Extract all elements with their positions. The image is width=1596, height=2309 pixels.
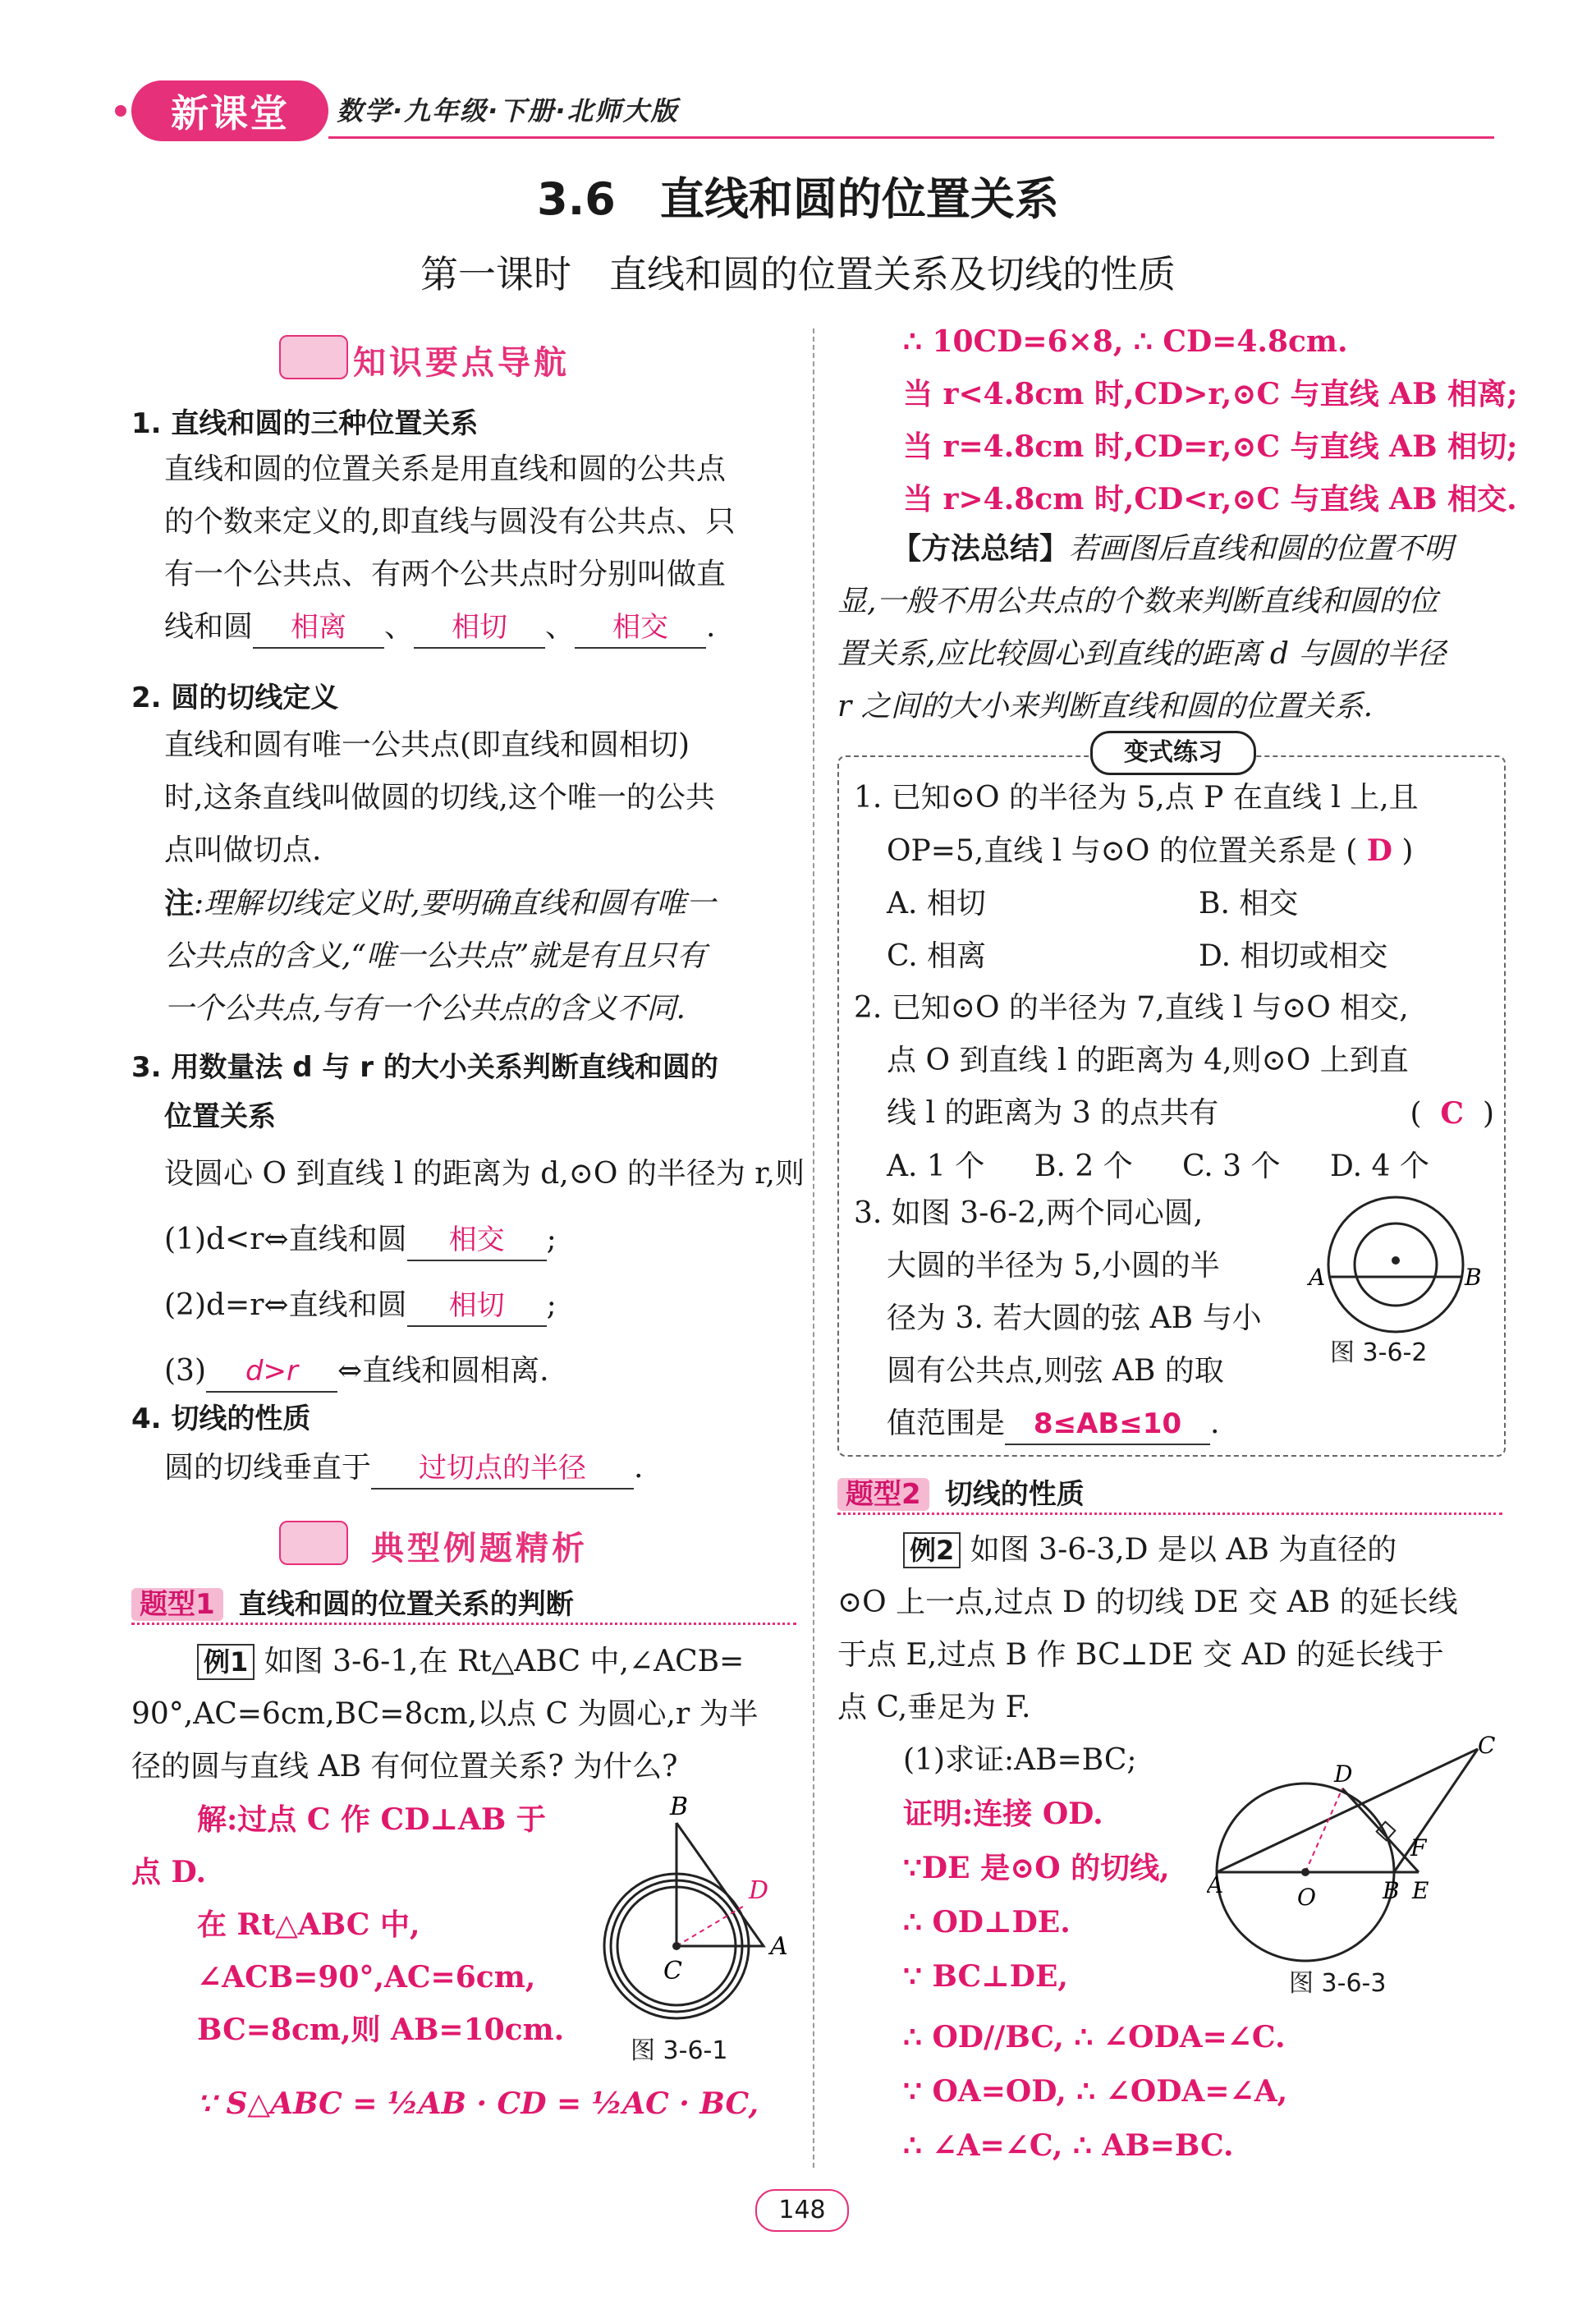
text-line: 显,一般不用公共点的个数来判断直线和圆的位 xyxy=(837,585,1438,618)
text-line: 解:过点 C 作 CD⊥AB 于 xyxy=(197,1802,546,1837)
figure-3-6-2 xyxy=(1305,1191,1486,1347)
svg-text:D: D xyxy=(1334,1760,1353,1788)
option: A. 相切 xyxy=(887,887,986,920)
option: A. 1 个 xyxy=(887,1150,985,1183)
note-label: 注 xyxy=(164,886,195,920)
practice-q2 xyxy=(854,982,1494,1193)
text-line: 设圆心 O 到直线 l 的距离为 d,⊙O 的半径为 r,则 xyxy=(164,1157,805,1191)
text-line: 于点 E,过点 B 作 BC⊥DE 交 AD 的延长线于 xyxy=(837,1638,1444,1672)
figure-3-6-3 xyxy=(1207,1733,1502,1962)
text-line: 当 r<4.8cm 时,CD>r,⊙C 与直线 AB 相离; xyxy=(903,377,1518,411)
text-line: 点叫做切点. xyxy=(164,833,322,867)
text-span: . xyxy=(1210,1407,1220,1440)
example1-formula: ∵ S△ABC = ½AB · CD = ½AC · BC, xyxy=(197,2086,759,2121)
fig1-label-c: C xyxy=(663,1957,682,1985)
svg-text:A: A xyxy=(1309,1264,1326,1291)
example1-label: 例1 xyxy=(197,1644,255,1680)
fig1-label-a: A xyxy=(770,1932,788,1961)
option: D. 4 个 xyxy=(1330,1150,1429,1183)
text-line: 线和圆 相离 、 相切 、 相交 . xyxy=(164,601,805,654)
text-line: 直线和圆的位置关系是用直线和圆的公共点 xyxy=(164,452,727,486)
text-span: :理解切线定义时,要明确直线和圆有唯一 xyxy=(194,887,716,920)
fig1-caption: 图 3-6-1 xyxy=(631,2036,728,2065)
answer-blank: 相离 xyxy=(253,608,384,649)
text-line: r 之间的大小来判断直线和圆的位置关系. xyxy=(837,690,1374,723)
text-line: 的个数来定义的,即直线与圆没有公共点、只 xyxy=(164,505,736,539)
text-line: ∴ OD⊥DE. xyxy=(903,1905,1071,1939)
text-line xyxy=(837,522,1502,576)
type2-tag: 题型2 xyxy=(837,1478,929,1511)
fig2-caption: 图 3-6-2 xyxy=(1330,1338,1428,1367)
text-line: ∴ ∠A=∠C, ∴ AB=BC. xyxy=(903,2128,1234,2163)
point4-body xyxy=(164,1442,805,1494)
text-line: 时,这条直线叫做圆的切线,这个唯一的公共 xyxy=(164,781,715,815)
text-line: 3. 用数量法 d 与 r 的大小关系判断直线和圆的 xyxy=(131,1051,718,1084)
svg-text:A: A xyxy=(1207,1871,1224,1898)
column-divider xyxy=(813,328,814,2168)
text-line: ∵DE 是⊙O 的切线, xyxy=(903,1851,1170,1885)
header-rule xyxy=(328,136,1494,139)
answer-blank: 相交 xyxy=(575,608,706,649)
point4-heading: 4. 切线的性质 xyxy=(131,1402,311,1435)
text-line: 点 D. xyxy=(131,1855,207,1889)
method-label: 【方法总结】 xyxy=(892,531,1070,566)
text-line: 位置关系 xyxy=(164,1100,276,1133)
brand-logo xyxy=(131,80,328,141)
text-span: 如图 3-6-1,在 Rt△ABC 中,∠ACB= xyxy=(264,1645,745,1678)
text-span: (1)d<r⇔直线和圆 xyxy=(164,1223,407,1256)
page-subtitle: 第一课时 直线和圆的位置关系及切线的性质 xyxy=(420,252,1176,296)
text-line xyxy=(164,1207,805,1273)
type1-dotted-rule xyxy=(131,1623,796,1625)
practice-q1 xyxy=(854,772,1494,983)
point3-heading xyxy=(131,1043,718,1141)
text-line: ∴ OD//BC, ∴ ∠ODA=∠C. xyxy=(903,2020,1286,2054)
text-span: 圆的切线垂直于 xyxy=(164,1451,372,1485)
text-line: ∵ BC⊥DE, xyxy=(903,1959,1068,1994)
answer-blank: 过切点的半径 xyxy=(371,1448,634,1490)
text-line xyxy=(854,1087,1494,1141)
text-line: (1)求证:AB=BC; xyxy=(903,1743,1137,1777)
text-line: 1. 已知⊙O 的半径为 5,点 P 在直线 l 上,且 xyxy=(854,781,1419,815)
text-line xyxy=(854,1398,1478,1450)
text-span: (3) xyxy=(164,1354,206,1388)
svg-text:B: B xyxy=(1383,1877,1400,1904)
example2-label: 例2 xyxy=(903,1532,961,1568)
text-line: 有一个公共点、有两个公共点时分别叫做直 xyxy=(164,558,727,591)
text-line: 当 r=4.8cm 时,CD=r,⊙C 与直线 AB 相切; xyxy=(903,429,1518,464)
text-line: ∴ 10CD=6×8, ∴ CD=4.8cm. xyxy=(903,324,1348,359)
text-line: 大圆的半径为 5,小圆的半 xyxy=(887,1249,1220,1283)
text-line: 证明:连接 OD. xyxy=(903,1797,1103,1831)
figure-3-6-1 xyxy=(591,1790,805,2061)
text-line: 点 C,垂足为 F. xyxy=(837,1691,1031,1724)
text-line xyxy=(837,1524,1502,1577)
text-span: 线 l 的距离为 3 的点共有 xyxy=(887,1096,1219,1130)
practice-q3 xyxy=(854,1187,1281,1450)
text-span: 若画图后直线和圆的位置不明 xyxy=(1069,532,1454,566)
text-line: 2. 已知⊙O 的半径为 7,直线 l 与⊙O 相交, xyxy=(854,991,1409,1025)
text-span: ; xyxy=(546,1288,557,1322)
example1-text xyxy=(131,1636,796,1793)
q1-options-row2 xyxy=(854,930,1494,983)
q1-answer: D xyxy=(1366,833,1392,868)
text-line xyxy=(131,1636,796,1688)
type2-header xyxy=(837,1471,1085,1512)
type1-tag: 题型1 xyxy=(131,1588,223,1621)
practice-badge: 变式练习 xyxy=(1090,731,1256,775)
text-line: 径的圆与直线 AB 有何位置关系? 为什么? xyxy=(131,1750,678,1783)
text-line: 90°,AC=6cm,BC=8cm,以点 C 为圆心,r 为半 xyxy=(131,1697,759,1731)
text-line: 当 r>4.8cm 时,CD<r,⊙C 与直线 AB 相交. xyxy=(903,482,1517,516)
q2-options xyxy=(854,1141,1494,1193)
point1-body xyxy=(164,443,805,654)
section-knowledge-heading: 知识要点导航 xyxy=(353,344,570,382)
page-title: 3.6 直线和圆的位置关系 xyxy=(537,173,1059,225)
fig1-label-d: D xyxy=(749,1876,769,1905)
method-summary xyxy=(837,522,1502,733)
svg-text:C: C xyxy=(1478,1733,1496,1759)
q3-answer: 8≤AB≤10 xyxy=(1005,1404,1210,1445)
book-icon xyxy=(279,335,348,379)
text-line xyxy=(854,824,1494,878)
example1-solution-continued xyxy=(903,315,1543,526)
svg-text:B: B xyxy=(1465,1264,1482,1291)
pencil-icon xyxy=(279,1521,348,1565)
text-line: 3. 如图 3-6-2,两个同心圆, xyxy=(854,1196,1204,1230)
text-span: 线和圆 xyxy=(164,610,254,644)
option: C. 相离 xyxy=(887,939,987,973)
text-span: 值范围是 xyxy=(887,1407,1006,1440)
option: B. 2 个 xyxy=(1034,1150,1133,1183)
section-examples-heading: 典型例题精析 xyxy=(371,1530,588,1568)
type2-dotted-rule xyxy=(837,1513,1502,1515)
point2-heading: 2. 圆的切线定义 xyxy=(131,682,339,714)
text-line: 置关系,应比较圆心到直线的距离 d 与圆的半径 xyxy=(837,637,1447,671)
text-span: ; xyxy=(546,1223,557,1256)
example1-solution xyxy=(131,1793,591,2056)
type1-header xyxy=(131,1581,574,1622)
text-line xyxy=(164,1338,805,1404)
brand-dot xyxy=(115,105,126,117)
option: B. 相交 xyxy=(1199,887,1299,920)
svg-text:F: F xyxy=(1410,1834,1427,1861)
point3-body xyxy=(164,1141,805,1404)
fig3-caption: 图 3-6-3 xyxy=(1289,1969,1387,1998)
text-span: OP=5,直线 l 与⊙O 的位置关系是 ( xyxy=(887,834,1358,868)
option: C. 3 个 xyxy=(1182,1150,1281,1183)
text-line: 在 Rt△ABC 中, xyxy=(197,1907,420,1942)
text-line: BC=8cm,则 AB=10cm. xyxy=(197,2013,565,2047)
text-span: 如图 3-6-3,D 是以 AB 为直径的 xyxy=(970,1533,1397,1567)
page-number: 148 xyxy=(755,2189,849,2232)
option: D. 相切或相交 xyxy=(1199,939,1388,973)
text-line: 径为 3. 若大圆的弦 AB 与小 xyxy=(887,1301,1262,1335)
text-line: 圆有公共点,则弦 AB 的取 xyxy=(887,1354,1224,1388)
text-line: 公共点的含义,“唯一公共点”就是有且只有 xyxy=(164,939,707,973)
svg-text:O: O xyxy=(1297,1884,1316,1911)
text-span: ⇔直线和圆相离. xyxy=(337,1354,549,1388)
fig1-label-b: B xyxy=(670,1793,689,1821)
svg-text:E: E xyxy=(1412,1877,1429,1904)
answer-blank: 相切 xyxy=(414,608,545,649)
text-line: ⊙O 上一点,过点 D 的切线 DE 交 AB 的延长线 xyxy=(837,1586,1458,1619)
q2-answer: C xyxy=(1440,1096,1465,1131)
answer-blank: 相交 xyxy=(407,1220,547,1261)
q1-options-row1 xyxy=(854,878,1494,930)
text-line: 直线和圆有唯一公共点(即直线和圆相切) xyxy=(164,728,690,762)
text-line: ∵ OA=OD, ∴ ∠ODA=∠A, xyxy=(903,2074,1288,2109)
type1-title: 直线和圆的位置关系的判断 xyxy=(238,1588,574,1621)
text-span: (2)d=r⇔直线和圆 xyxy=(164,1288,407,1322)
text-line: 一个公共点,与有一个公共点的含义不同. xyxy=(164,992,686,1026)
text-line: ∠ACB=90°,AC=6cm, xyxy=(197,1960,536,1995)
subject-line: 数学·九年级·下册·北师大版 xyxy=(337,95,679,126)
text-span: . xyxy=(634,1451,644,1485)
point2-body xyxy=(164,719,805,1035)
point1-heading: 1. 直线和圆的三种位置关系 xyxy=(131,407,479,440)
text-span: ) xyxy=(1401,834,1414,868)
brand-text: 新课堂 xyxy=(171,91,289,135)
text-line: 点 O 到直线 l 的距离为 4,则⊙O 上到直 xyxy=(887,1044,1409,1077)
q2-answer-bracket: ( C ) xyxy=(1410,1096,1494,1131)
answer-blank: 相切 xyxy=(407,1286,547,1327)
answer-blank: d>r xyxy=(206,1352,337,1393)
text-line xyxy=(164,1273,805,1338)
type2-title: 切线的性质 xyxy=(944,1478,1085,1511)
note-line xyxy=(164,877,805,930)
